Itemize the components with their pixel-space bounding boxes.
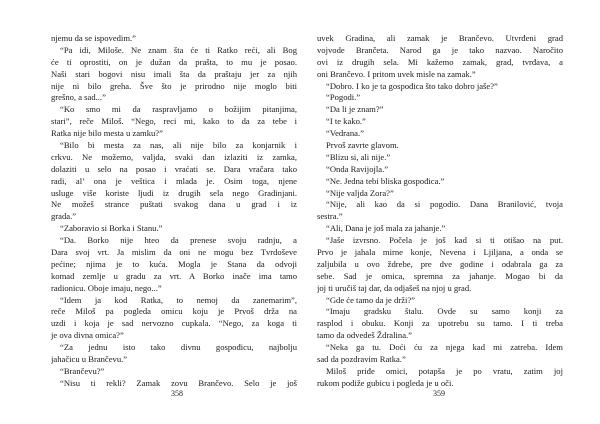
- text-line: “Nije valjda Zora?”: [326, 187, 394, 198]
- text-line: sestra.”: [317, 211, 343, 222]
- text-line: “Da. Borko nije hteo da prenese svoju radnju, a: [60, 235, 297, 246]
- text-line: “Gde će tamo da je drži?”: [326, 294, 415, 305]
- text-line: “Nije, ali kao da si pogodio. Dana Branilović, tvoja: [326, 199, 563, 210]
- text-line: sebe. Sad je omica, spremna za jahanje. Mogao bi da: [317, 270, 563, 281]
- text-line: “Da li je znam?”: [326, 104, 384, 115]
- text-line: uvek Gradina, ali zamak je Brančevo. Utvrđeni grad: [317, 33, 563, 43]
- text-line: Prvo je jahala mirne konje, Nevena i Ljiljana, a onda se: [317, 247, 563, 258]
- text-line: Prvoš zavrte glavom.: [326, 140, 399, 151]
- text-line: Ne možeš strance puštati svakog dana u grad i iz: [51, 199, 297, 210]
- text-line: njemu da se ispovedim.”: [51, 33, 136, 43]
- text-line: “I te kako.”: [326, 116, 366, 127]
- text-line: usluge više koriste ljudi iz drugih sela nego Gradinjani.: [51, 187, 297, 198]
- text-line: crkvu. Ne možemo, valjda, svaki dan izlaziti iz zamka,: [51, 151, 297, 162]
- text-line: “Pa idi, Miloše. Ne znam šta će ti Ratko reći, ali Bog: [60, 44, 297, 55]
- text-line: jahačicu u Brančevu.”: [51, 354, 128, 365]
- page-number-right: 359: [433, 389, 445, 398]
- text-line: zaljubila u ovo ždrebe, pre dve godine i odabrala ga za: [317, 258, 563, 269]
- text-line: radi, al’ ona je veštica i mlada je. Osim toga, njene: [51, 175, 297, 186]
- text-line: “Bilo bi mesta za nas, ali nije bilo za konjarnik i: [60, 140, 297, 151]
- text-line: Naši stari bogovi nisu imali šta da praštaju jer za njih: [51, 68, 297, 79]
- text-line: će ti oprostiti, on je dužan da prašta, to mu je posao.: [51, 56, 297, 67]
- text-line: “Zaboravio si Borka i Stanu.”: [60, 223, 163, 234]
- page-number-left: 358: [171, 389, 183, 398]
- text-line: oni Brančevo. I pritom uvek misle na zamak.”: [317, 68, 476, 79]
- text-line: “Onda Ravijojla.”: [326, 163, 389, 174]
- text-line: “Ne. Jedna tebi bliska gospođica.”: [326, 175, 445, 186]
- text-line: “Ko smo mi da raspravljamo o božijim pitanjima,: [60, 104, 297, 115]
- text-line: nije ni bilo greha. Šve što je prirodno nije moglo biti: [51, 80, 297, 91]
- right-page: [317, 33, 563, 390]
- text-line: reče Miloš pa pogleda omicu koju je Prvoš drža na: [51, 306, 297, 317]
- text-line: “Vedrana.”: [326, 128, 364, 139]
- text-line: “Nisu ti rekli? Zamak zovu Brančevo. Selo je još: [60, 377, 297, 388]
- text-line: joj ti uručiš taj dar, da odjašeš na njoj u grad.: [317, 282, 472, 293]
- text-line: tamo da odvedeš Ždralina.”: [317, 330, 412, 341]
- text-line: grešno, a sad...”: [51, 92, 106, 103]
- text-line: “Imaju gradsku štalu. Ovde su samo konji za: [326, 306, 563, 317]
- text-line: dolaziti u selo na posao i vraćati se. Dara vračara tako: [51, 163, 297, 174]
- text-line: pećine; njima je to kuća. Mogla je Stana da odvoji: [51, 258, 297, 269]
- text-line: “Blizu si, ali nije.”: [326, 151, 391, 162]
- text-line: “Dobro. I ko je ta gospođica što tako dobro jaše?”: [326, 80, 498, 91]
- text-line: komad zemlje u gradu za vrt. A Borko inače ima tamo: [51, 270, 297, 281]
- text-line: “Ali, Dana je još mala za jahanje.”: [326, 223, 446, 234]
- text-line: vojvode Brančeta. Narod ga je tako nazvao. Naročito: [317, 44, 563, 55]
- text-line: Miloš priđe omici, potapša je po vratu, zatim joj: [326, 365, 563, 376]
- text-line: radionicu. Oboje imaju, nego...”: [51, 282, 162, 293]
- text-line: “Pogodi.”: [326, 92, 361, 103]
- text-line: stari”, reče Miloš. “Nego, reci mi, kako to da za tebe i: [51, 116, 297, 127]
- text-line: Ratka nije bilo mesta u zamku?”: [51, 128, 163, 139]
- text-line: uzdi i koja je sad nervozno cupkala. “Nego, za koga ti: [51, 318, 297, 329]
- text-line: ovi iz drugih sela. Mi kažemo zamak, grad, tvrđava, a: [317, 56, 563, 67]
- text-line: rasplod i obuku. Konji za upotrebu su tamo. I ti treba: [317, 318, 563, 329]
- text-line: “Idem ja kod Ratka, to nemoj da zanemarim”,: [60, 294, 297, 305]
- text-line: “Za jednu isto tako divnu gospođicu, najbolju: [60, 342, 297, 353]
- text-line: sad da pozdravim Ratka.”: [317, 354, 406, 365]
- text-line: Dara svoj vrt. Ja mislim da oni ne mogu bez Tvrdoševe: [51, 247, 297, 258]
- text-line: “Brančevu?”: [60, 365, 105, 376]
- text-line: rukom podiže gubicu i pogleda je u oči.: [317, 377, 454, 388]
- text-line: je ova divna omica?”: [51, 330, 124, 341]
- text-line: grada.”: [51, 211, 77, 222]
- text-line: “Jaše izvrsno. Počela je još kad si ti otišao na put.: [326, 235, 563, 246]
- left-page: [51, 33, 297, 390]
- text-line: “Neka ga tu. Doći ću za njega kad mi zatreba. Idem: [326, 342, 563, 353]
